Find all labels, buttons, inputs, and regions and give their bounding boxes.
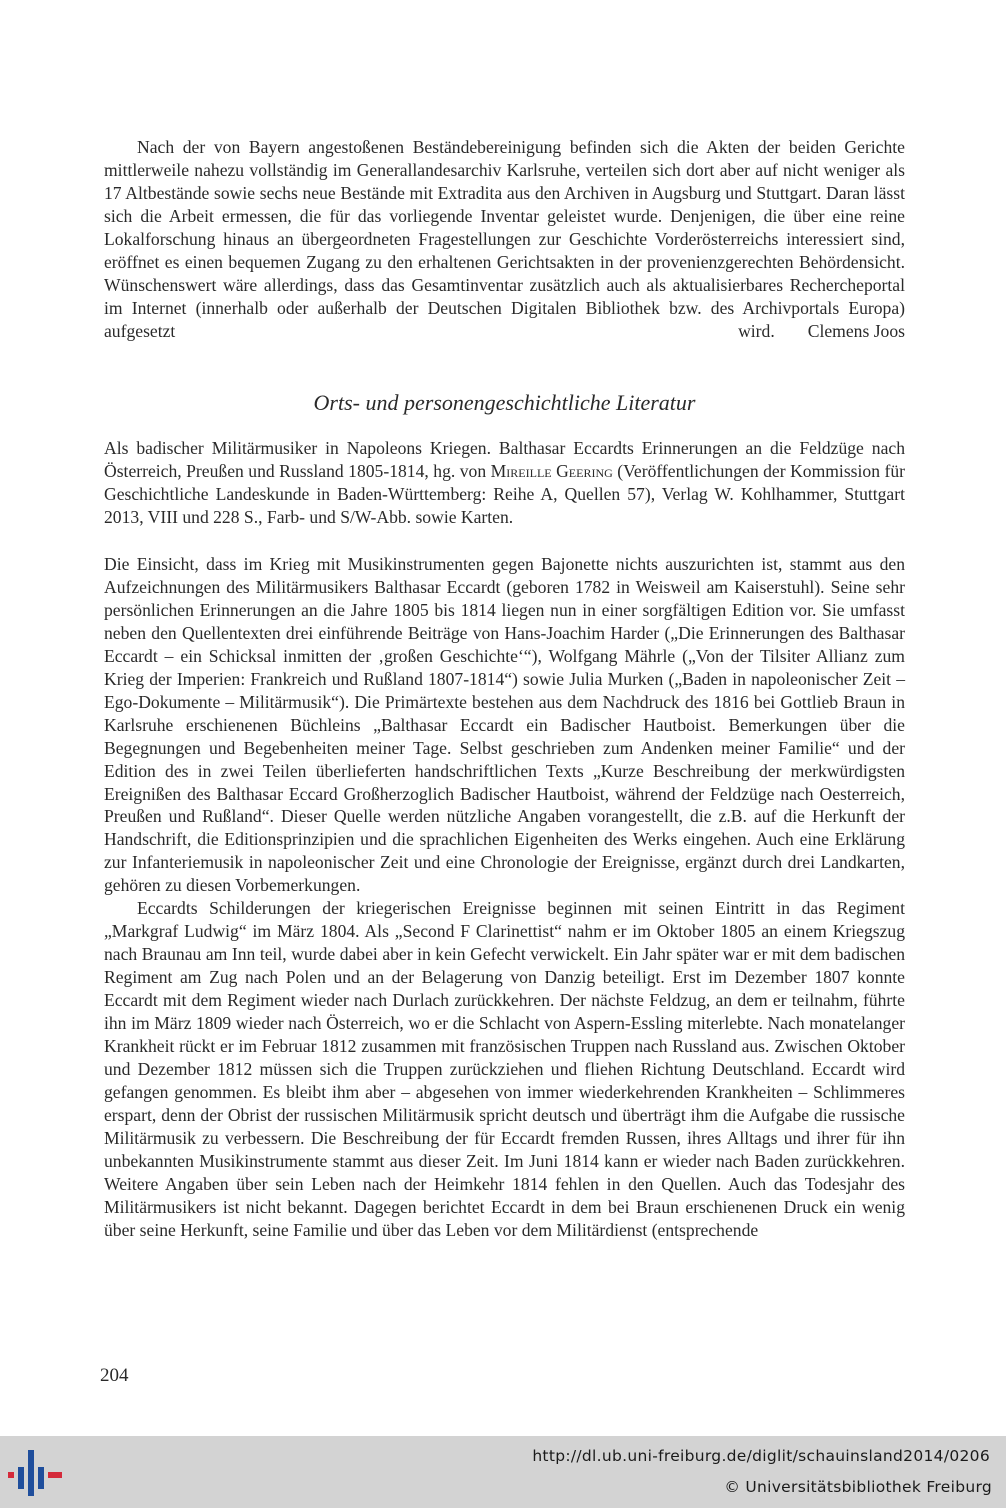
citation-series: (Veröffentlichungen der Kommission für Geschichtliche Landeskunde in Baden-Württemberg: Reihe A, Quellen 57), Verlag W. Kohlhammer, Stuttgart 2013, VIII und 228 S., Farb- und S/W-Abb. sowie Karten.: [104, 460, 905, 527]
review-author: Clemens Joos: [807, 320, 905, 341]
body-paragraph: Eccardts Schilderungen der kriegerischen Ereignisse beginnen mit seinen Eintritt in das Regiment „Markgraf Ludwig“ im März 1804. Als „Second F Clarinettist“ nahm er im Oktober 1805 an einem Kriegszug nach Braunau am Inn teil, wurde dabei aber in kein Gefecht verwickelt. Ein Jahr später war er mit dem badischen Regiment am Zug nach Polen und an der Belagerung von Danzig beteiligt. Erst im Dezember 1807 konnte Eccardt mit dem Regiment wieder nach Durlach zurückkehren. Der nächste Feldzug, an dem er teilnahm, führte ihn im März 1809 wieder nach Österreich, wo er die Schlacht von Aspern-Essling miterlebte. Nach monatelanger Krankheit rückt er im Februar 1812 zusammen mit französischen Truppen nach Russland aus. Zwischen Oktober und Dezember 1812 müssen sich die Truppen zurückziehen und fliehen Richtung Deutschland. Eccardt wird gefangen genommen. Es bleibt ihm aber – abgesehen von immer wiederkehrenden Krankheiten – Schlimmeres erspart, denn der Obrist der russischen Militärmusik spricht deutsch und überträgt ihm die Aufgabe die russische Militärmusik zu verbessern. Die Beschreibung der für Eccardt fremden Russen, ihres Alltags und ihrer für ihn unbekannten Musikinstrumente stammt aus dieser Zeit. Im Juni 1814 kann er wieder nach Baden zurückkehren. Weitere Angaben über sein Leben nach der Heimkehr 1814 fehlen in den Quellen. Auch das Todesjahr des Militärmusikers ist nicht bekannt. Dagegen berichtet Eccardt in dem bei Braun erschienenen Druck ein wenig über seine Herkunft, seine Familie und über das Leben vor dem Militärdienst (entsprechende: [104, 898, 905, 1240]
footer-bar: [0, 1436, 1006, 1508]
book-citation: [104, 437, 905, 529]
section-heading: Orts- und personengeschichtliche Literatur: [313, 390, 696, 415]
library-logo-icon: [6, 1446, 66, 1502]
citation-editor: Mireille Geering: [490, 460, 613, 481]
copyright-notice: © Universitätsbibliothek Freiburg: [724, 1478, 992, 1496]
citation-title: Als badischer Militärmusiker in Napoleons Kriegen. Balthasar Eccardts Erinnerungen an die Feldzüge nach Österreich, Preußen und Russland 1805-1814, hg. von: [104, 438, 905, 481]
page-number: 204: [100, 1365, 129, 1386]
review-closing-paragraph: [104, 136, 905, 343]
source-url-link[interactable]: http://dl.ub.uni-freiburg.de/diglit/schauinsland2014/0206: [532, 1447, 990, 1465]
body-paragraph: Die Einsicht, dass im Krieg mit Musikinstrumenten gegen Bajonette nichts auszurichten ist, stammt aus den Aufzeichnungen des Militärmusikers Balthasar Eccardt (geboren 1782 in Weisweil am Kaiserstuhl). Seine sehr persönlichen Erinnerungen an die Jahre 1805 bis 1814 liegen nun in einer sorgfältigen Edition vor. Sie umfasst neben den Quellentexten drei einführende Beiträge von Hans-Joachim Harder („Die Erinnerungen des Balthasar Eccardt – ein Schicksal inmitten der ‚großen Geschichte‘“), Wolfgang Mährle („Von der Tilsiter Allianz zum Krieg der Imperien: Frankreich und Rußland 1807-1814“) sowie Julia Murken („Baden in napoleonischer Zeit – Ego-Dokumente – Militärmusik“). Die Primärtexte bestehen aus dem Nachdruck des 1816 bei Gottlieb Braun in Karlsruhe erschienenen Büchleins „Balthasar Eccardt ein Badischer Hautboist. Bemerkungen über die Begegnungen und Begebenheiten meiner Tage. Selbst geschrieben zum Andenken meiner Familie“ und der Edition des in zwei Teilen überlieferten handschriftlichen Texts „Kurze Beschreibung der merkwürdigsten Ereignißen des Balthasar Eccard Großherzoglich Badischer Hautboist, während der Feldzüge nach Oesterreich, Preußen und Rußland“. Dieser Quelle werden nützliche Angaben vorangestellt, die z.B. auf die Herkunft der Handschrift, die Editionsprinzipien und die sprachlichen Eigenheiten des Werks eingehen. Auch eine Erklärung zur Infanteriemusik in napoleonischer Zeit und eine Chronologie der Ereignisse, ergänzt durch drei Landkarten, gehören zu diesen Vorbemerkungen.: [104, 554, 905, 896]
review-text: Nach der von Bayern angestoßenen Beständebereinigung befinden sich die Akten der beiden Gerichte mittlerweile nahezu vollständig im Generallandesarchiv Karlsruhe, verteilen sich dort aber auf nicht weniger als 17 Altbestände sowie sechs neue Bestände mit Extradita aus den Archiven in Augsburg und Stuttgart. Daran lässt sich die Arbeit ermessen, die für das vorliegende Inventar geleistet wurde. Denjenigen, die über eine reine Lokalforschung hinaus an übergeordneten Fragestellungen zur Geschichte Vorderösterreichs interessiert sind, eröffnet es einen bequemen Zugang zu den erhaltenen Gerichtsakten in der provenienzgerechten Behördensicht. Wünschenswert wäre allerdings, dass das Gesamtinventar zusätzlich auch als aktualisierbares Rechercheportal im Internet (innerhalb oder außerhalb der Deutschen Digitalen Bibliothek bzw. des Archivportals Europa) aufgesetzt wird.: [104, 137, 905, 341]
review-body: [104, 553, 905, 1242]
